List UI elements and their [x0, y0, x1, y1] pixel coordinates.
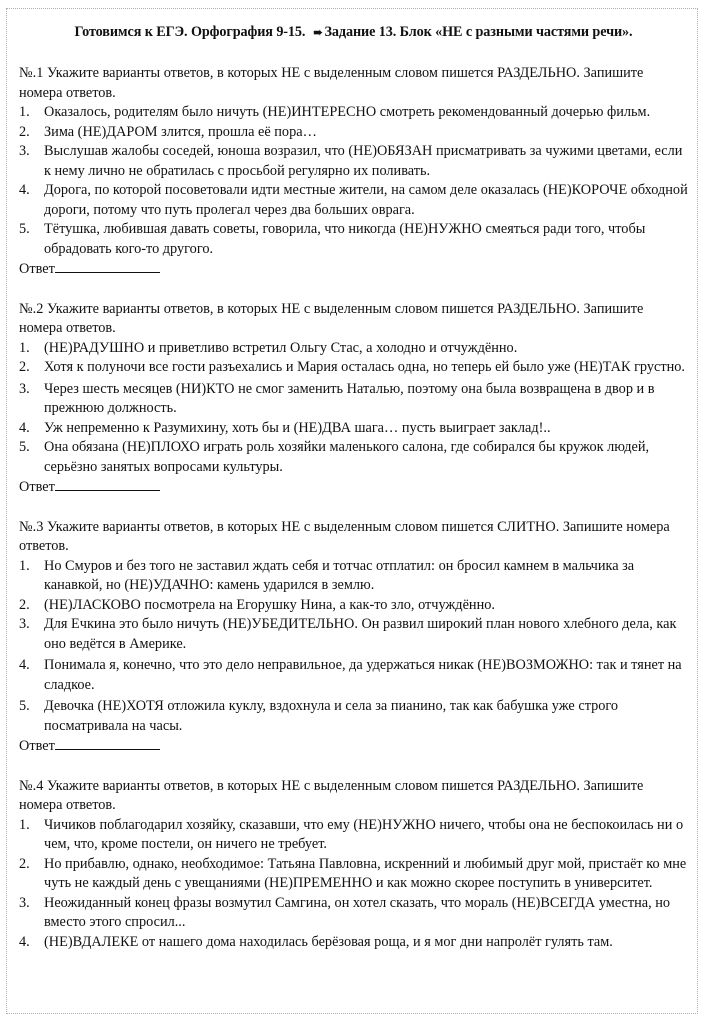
item-number: 2. — [19, 596, 30, 613]
task-heading: №.2 Укажите варианты ответов, в которых НЕ с выделенным словом пишется РАЗДЕЛЬНО. Запишите номера ответов. — [19, 300, 644, 336]
item-number: 4. — [19, 933, 30, 950]
item-text: Понимала я, конечно, что это дело неправильное, да удержаться никак (НЕ)ВОЗМОЖНО: так и тянет на сладкое. — [44, 657, 682, 693]
list-item — [19, 855, 689, 894]
option-list — [19, 103, 689, 259]
item-text: (НЕ)ЛАСКОВО посмотрела на Егорушку Нина, а как-то зло, отчуждённо. — [44, 596, 495, 613]
option-list — [19, 816, 689, 953]
title-right: Задание 13. Блок «НЕ с разными частями речи». — [324, 24, 633, 40]
list-item — [19, 438, 689, 477]
answer-blank[interactable] — [55, 477, 160, 491]
item-number: 3. — [19, 380, 30, 397]
item-text: (НЕ)РАДУШНО и приветливо встретил Ольгу Стас, а холодно и отчуждённо. — [44, 339, 518, 356]
item-text: Хотя к полуночи все гости разъехались и Мария осталась одна, но теперь ей было уже (НЕ)ТАК грустно. — [44, 359, 686, 375]
list-item — [19, 380, 689, 419]
task-heading: №.1 Укажите варианты ответов, в которых НЕ с выделенным словом пишется РАЗДЕЛЬНО. Запишите номера ответов. — [19, 65, 644, 101]
item-number: 3. — [19, 616, 30, 632]
worksheet-content — [19, 64, 689, 952]
list-item — [19, 596, 689, 616]
answer-field — [19, 736, 689, 757]
item-number: 4. — [19, 182, 30, 198]
item-text: Неожиданный конец фразы возмутил Самгина, он хотел сказать, что мораль (НЕ)ВСЕГДА уместна, но вместо этого спросил... — [44, 894, 671, 930]
item-number: 2. — [19, 855, 30, 872]
item-text: Она обязана (НЕ)ПЛОХО играть роль хозяйки маленького салона, где собирался бы кружок людей, серьёзно занятых вопросами культуры. — [44, 439, 650, 475]
item-number: 1. — [19, 816, 30, 833]
answer-blank[interactable] — [55, 736, 160, 750]
task-3 — [19, 518, 689, 757]
task-heading: №.3 Укажите варианты ответов, в которых НЕ с выделенным словом пишется СЛИТНО. Запишите номера ответов. — [19, 518, 670, 554]
list-item — [19, 656, 689, 695]
page-title — [0, 24, 707, 41]
list-item — [19, 697, 689, 736]
list-item — [19, 339, 689, 359]
list-item — [19, 933, 689, 953]
answer-field — [19, 477, 689, 498]
item-text: Уж непременно к Разумихину, хоть бы и (НЕ)ДВА шага… пусть выиграет заклад!.. — [44, 419, 551, 436]
item-text: (НЕ)ВДАЛЕКЕ от нашего дома находилась берёзовая роща, и я мог дни напролёт гулять там. — [44, 933, 613, 950]
answer-field — [19, 259, 689, 280]
item-text: Выслушав жалобы соседей, юноша возразил, что (НЕ)ОБЯЗАН присматривать за чужими цветами, если к нему лично не обратилась с просьбой регулярно их поливать. — [44, 143, 683, 179]
item-text: Тётушка, любившая давать советы, говорила, что никогда (НЕ)НУЖНО смеяться ради того, чтобы обрадовать кого-то другого. — [44, 221, 646, 257]
item-number: 4. — [19, 419, 30, 436]
answer-blank[interactable] — [55, 259, 160, 273]
item-text: Девочка (НЕ)ХОТЯ отложила куклу, вздохнула и села за пианино, так как бабушка уже строго посматривала на часы. — [44, 698, 619, 734]
item-text: Для Ечкина это было ничуть (НЕ)УБЕДИТЕЛЬНО. Он развил широкий план нового хлебного дела, как оно ведётся в Америке. — [44, 616, 677, 652]
task-1 — [19, 64, 689, 280]
option-list — [19, 557, 689, 737]
list-item — [19, 142, 689, 181]
item-number: 1. — [19, 557, 30, 574]
list-item — [19, 123, 689, 143]
title-left: Готовимся к ЕГЭ. Орфография 9-15. — [74, 24, 306, 40]
item-number: 3. — [19, 894, 30, 911]
item-number: 5. — [19, 698, 30, 714]
list-item — [19, 220, 689, 259]
answer-label: Ответ — [19, 479, 55, 495]
item-number: 2. — [19, 123, 30, 140]
item-number: 5. — [19, 221, 30, 237]
answer-label: Ответ — [19, 738, 55, 754]
list-item — [19, 894, 689, 933]
item-text: Но Смуров и без того не заставил ждать себя и тотчас отплатил: он бросил камнем в мальчика за канавкой, но (НЕ)УДАЧНО: камень ударился в землю. — [44, 557, 635, 593]
list-item — [19, 103, 689, 123]
list-item — [19, 419, 689, 439]
item-text: Через шесть месяцев (НИ)КТО не смог заменить Наталью, поэтому она была возвращена в двор и в прежнюю должность. — [44, 380, 655, 416]
list-item — [19, 816, 689, 855]
list-item — [19, 181, 689, 220]
item-number: 3. — [19, 143, 30, 159]
item-number: 4. — [19, 657, 30, 673]
answer-label: Ответ — [19, 261, 55, 277]
list-item — [19, 358, 689, 378]
item-number: 2. — [19, 359, 30, 375]
item-text: Дорога, по которой посоветовали идти местные жители, на самом деле оказалась (НЕ)КОРОЧЕ обходной дороги, потому что путь пролегал через два больших оврага. — [44, 182, 688, 218]
item-number: 1. — [19, 339, 30, 356]
task-4 — [19, 777, 689, 953]
option-list — [19, 339, 689, 478]
task-2 — [19, 300, 689, 498]
item-text: Но прибавлю, однако, необходимое: Татьяна Павловна, искренний и любимый друг мой, пристаёт ко мне чуть не каждый день с увещаниями (НЕ)ПРЕМЕННО и как можно скорее поступить в университет. — [44, 855, 687, 891]
arrow-icon: ➠ — [313, 27, 323, 39]
list-item — [19, 557, 689, 596]
list-item — [19, 615, 689, 654]
item-text: Чичиков поблагодарил хозяйку, сказавши, что ему (НЕ)НУЖНО ничего, чтобы она не беспокоилась ни о чем, что, кроме постели, он ничего не требует. — [44, 816, 684, 852]
item-number: 5. — [19, 439, 30, 455]
task-heading: №.4 Укажите варианты ответов, в которых НЕ с выделенным словом пишется РАЗДЕЛЬНО. Запишите номера ответов. — [19, 777, 644, 813]
item-number: 1. — [19, 104, 30, 120]
item-text: Зима (НЕ)ДАРОМ злится, прошла её пора… — [44, 123, 317, 140]
item-text: Оказалось, родителям было ничуть (НЕ)ИНТЕРЕСНО смотреть рекомендованный дочерью фильм. — [44, 104, 651, 120]
